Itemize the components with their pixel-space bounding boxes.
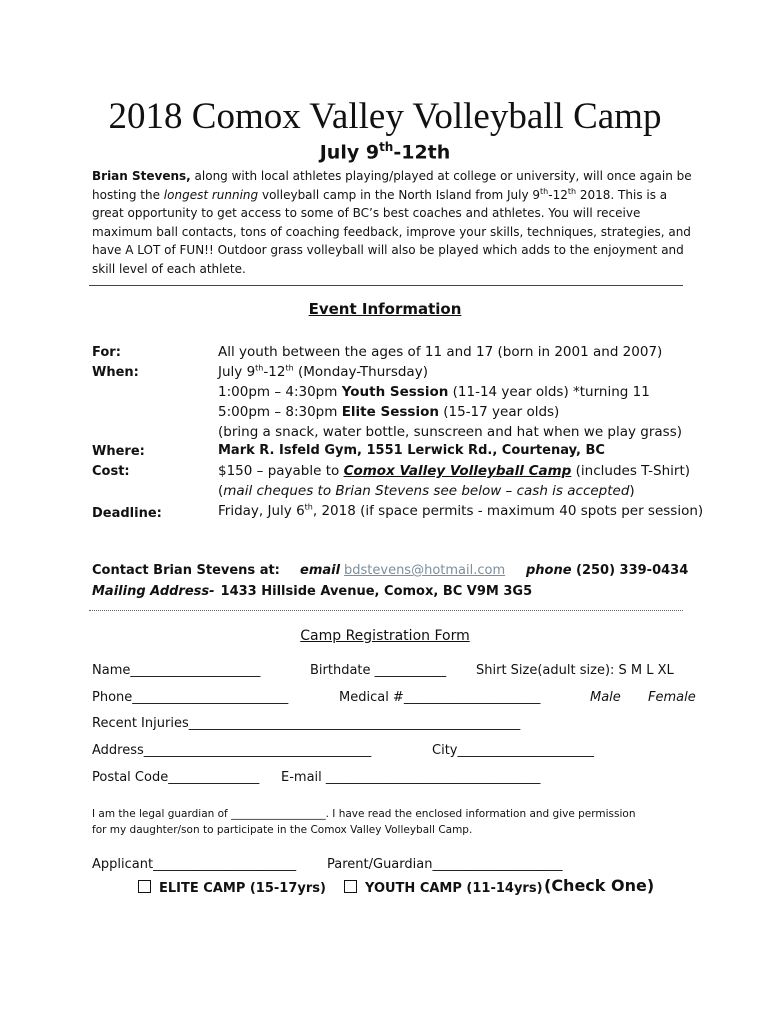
intro-sup: th [567, 186, 577, 196]
guardian-statement-line2: for my daughter/son to participate in the Comox Valley Volleyball Camp. [92, 824, 473, 836]
mail-address: 1433 Hillside Avenue, Comox, BC V9M 3G5 [220, 584, 533, 599]
deadline-text: Friday, July 6 [218, 503, 305, 519]
where-value: Mark R. Isfeld Gym, 1551 Lerwick Rd., Courtenay, BC [218, 443, 605, 458]
deadline-label: Deadline: [92, 506, 162, 521]
cost-label: Cost: [92, 464, 130, 479]
mailing-address [92, 584, 532, 599]
when-value [218, 364, 428, 380]
when-sup: th [255, 363, 264, 373]
deadline-text: , 2018 (if space permits - maximum 40 spots per session) [312, 503, 704, 519]
intro-text: 2018. This is a great opportunity to get access to some of BC’s best coaches and athletes. You will receive maximum ball contacts, tons of coaching feedback, improve your skills, techniques, strategies, and have A LOT of FUN!! Outdoor grass volleyball will also be played which adds to the enjoyment and skill level of each athlete. [92, 187, 691, 276]
contact-line [92, 563, 280, 578]
when-text: -12 [263, 364, 286, 380]
city-field[interactable]: City_____________________ [432, 743, 594, 758]
intro-text: along with local athletes playing/played at college or university, will once again be hosting the [92, 169, 692, 202]
when-text: July 9 [218, 364, 256, 380]
dates-text: July 9 [319, 141, 380, 164]
email-address[interactable]: bdstevens@hotmail.com [344, 563, 506, 578]
registration-heading: Camp Registration Form [300, 628, 470, 644]
phone-label-text: phone [526, 563, 572, 578]
intro-text: -12 [548, 187, 568, 202]
parent-signature-field[interactable]: Parent/Guardian____________________ [327, 857, 563, 872]
guardian-statement-line1: I am the legal guardian of __________________. I have read the enclosed information and give permission [92, 808, 636, 820]
email-label-text: email [300, 563, 341, 578]
intro-sup: th [540, 186, 549, 196]
dates-end: -12th [393, 141, 451, 164]
cost-value [218, 463, 690, 479]
injuries-field[interactable]: Recent Injuries___________________________________________________ [92, 716, 521, 731]
for-label: For: [92, 345, 121, 360]
name-field[interactable]: Name____________________ [92, 663, 261, 678]
youth-time: 1:00pm – 4:30pm [218, 384, 342, 400]
medical-field[interactable]: Medical #_____________________ [339, 690, 541, 705]
when-text: (Monday-Thursday) [293, 364, 428, 380]
elite-camp-option[interactable] [138, 880, 326, 896]
for-value: All youth between the ages of 11 and 17 (born in 2001 and 2007) [218, 344, 663, 360]
intro-emphasis: longest running [163, 187, 259, 202]
email-field[interactable]: E-mail _________________________________ [281, 770, 541, 785]
postal-code-field[interactable]: Postal Code______________ [92, 770, 260, 785]
elite-time: 5:00pm – 8:30pm [218, 404, 342, 420]
birthdate-field[interactable]: Birthdate ___________ [310, 663, 447, 678]
youth-note: *turning 11 [573, 384, 650, 400]
divider [89, 285, 683, 286]
elite-ages: (15-17 year olds) [438, 404, 560, 420]
page-title: 2018 Comox Valley Volleyball Camp [108, 96, 662, 137]
elite-session-line [218, 404, 559, 420]
applicant-signature-field[interactable]: Applicant______________________ [92, 857, 297, 872]
elite-checkbox[interactable] [138, 880, 151, 893]
when-label: When: [92, 365, 139, 380]
address-field[interactable]: Address___________________________________ [92, 743, 372, 758]
dotted-divider [89, 610, 683, 611]
mail-label: Mailing Address- [92, 584, 215, 599]
bring-note: (bring a snack, water bottle, sunscreen and hat when we play grass) [218, 424, 683, 440]
cheques-paren: ( [218, 483, 224, 499]
elite-option-label: ELITE CAMP (15-17yrs) [159, 881, 326, 896]
dates-sup: th [379, 140, 394, 154]
youth-session: Youth Session [341, 384, 449, 400]
youth-camp-option[interactable] [344, 880, 543, 896]
intro-paragraph [92, 167, 692, 278]
cost-text: $150 – payable to [218, 463, 344, 479]
intro-text: volleyball camp in the North Island from July 9 [258, 187, 541, 202]
phone-field[interactable]: Phone________________________ [92, 690, 289, 705]
contact-label: Contact Brian Stevens at: [92, 563, 280, 578]
male-option[interactable]: Male [590, 690, 621, 705]
coach-name: Brian Stevens, [92, 169, 191, 183]
phone-label [526, 563, 572, 578]
phone-number: (250) 339-0434 [576, 563, 689, 578]
cheques-text: mail cheques to Brian Stevens see below – cash is accepted [223, 483, 630, 499]
deadline-value [218, 503, 703, 519]
cheques-paren: ) [629, 483, 635, 499]
cost-text: (includes T-Shirt) [571, 463, 691, 479]
shirt-size-field[interactable]: Shirt Size(adult size): S M L XL [476, 663, 674, 678]
elite-session: Elite Session [341, 404, 439, 420]
camp-dates [0, 140, 770, 163]
female-option[interactable]: Female [648, 690, 696, 705]
cost-payee: Comox Valley Volleyball Camp [343, 463, 572, 479]
youth-checkbox[interactable] [344, 880, 357, 893]
deadline-sup: th [304, 502, 313, 512]
cheques-note [218, 483, 635, 499]
event-heading: Event Information [308, 300, 462, 318]
where-label: Where: [92, 444, 145, 459]
check-one-note: (Check One) [544, 876, 655, 895]
when-sup: th [285, 363, 294, 373]
email-label [300, 563, 340, 578]
youth-session-line [218, 384, 569, 400]
youth-option-label: YOUTH CAMP (11-14yrs) [365, 881, 543, 896]
email-link[interactable] [344, 563, 505, 578]
youth-ages: (11-14 year olds) [448, 384, 569, 400]
